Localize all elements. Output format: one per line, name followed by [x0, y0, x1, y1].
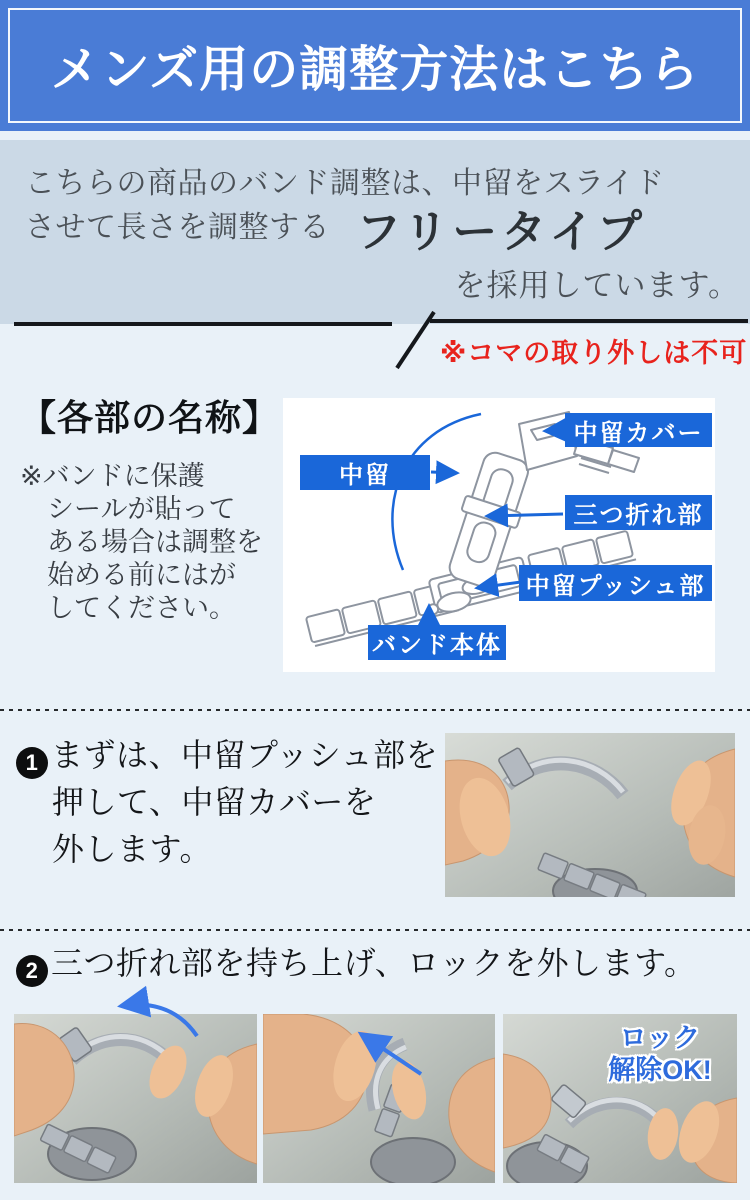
lock-badge-line-1: ロック — [619, 1023, 701, 1053]
step2-photo-2-art — [263, 1014, 495, 1183]
step2-line-1: 2 三つ折れ部を持ち上げ、ロックを外します。 — [16, 940, 697, 987]
step2-text — [16, 940, 697, 987]
no-link-removal-warning: ※コマの取り外しは不可 — [440, 338, 748, 368]
step1-text — [16, 732, 438, 873]
step2-photo-2 — [263, 1014, 495, 1183]
label-clasp: 中留 — [300, 455, 430, 490]
label-clasp-cover: 中留カバー — [565, 413, 712, 447]
dashed-divider — [0, 709, 750, 711]
step1-photo-art — [445, 733, 735, 897]
page-title: メンズ用の調整方法はこちら — [50, 42, 700, 97]
step1-line-3: 外します。 — [52, 831, 212, 867]
step2-number-badge: 2 — [16, 955, 48, 987]
step1-line-1: 1 まずは、中留プッシュ部を — [16, 732, 438, 779]
clasp-diagram — [283, 398, 715, 672]
label-band-body: バンド本体 — [368, 625, 506, 660]
lock-badge-line-2: 解除OK! — [608, 1055, 712, 1085]
step1-line-2: 押して、中留カバーを — [52, 784, 377, 820]
header-banner — [0, 0, 750, 131]
intro-band — [0, 140, 750, 324]
free-type-highlight: フリータイプ — [356, 206, 646, 257]
label-trifold-part: 三つ折れ部 — [565, 495, 712, 530]
step1-number-badge: 1 — [16, 747, 48, 779]
intro-line-2: させて長さを調整する — [25, 211, 330, 244]
lock-released-badge — [585, 1022, 735, 1086]
note-line: 始める前にはが — [47, 560, 236, 590]
note-line: してください。 — [47, 593, 236, 623]
dashed-divider — [0, 929, 750, 931]
intro-suffix: を採用しています。 — [454, 268, 740, 303]
step1-photo — [445, 733, 735, 897]
protective-seal-note — [20, 460, 263, 625]
intro-line-1: こちらの商品のバンド調整は、中留をスライド — [25, 167, 665, 200]
parts-section-heading: 【各部の名称】 — [20, 397, 280, 438]
note-line: シールが貼って — [47, 494, 236, 524]
header-inner-border — [8, 8, 742, 123]
lift-direction-arrow — [105, 996, 215, 1042]
label-clasp-push-part: 中留プッシュ部 — [519, 565, 712, 601]
note-line: ある場合は調整を — [47, 527, 263, 557]
note-line: ※バンドに保護 — [20, 461, 205, 491]
